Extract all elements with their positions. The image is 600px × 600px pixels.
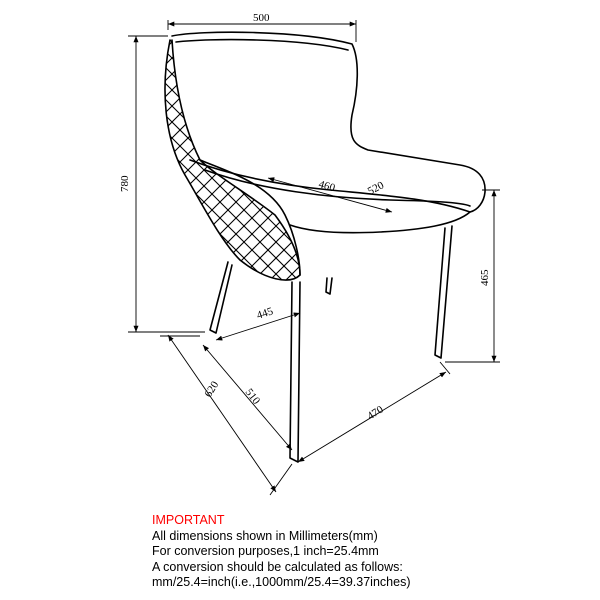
quilt-stitch xyxy=(282,40,542,300)
dim-leg-span-inner-label: 445 xyxy=(255,305,275,322)
quilt-stitch xyxy=(0,40,142,300)
quilt-stitch xyxy=(394,40,600,300)
quilt-stitch xyxy=(266,40,526,300)
quilt-stitch xyxy=(538,40,600,300)
quilt-stitch xyxy=(170,40,430,300)
quilt-stitch xyxy=(298,40,558,300)
leg-back-right xyxy=(435,226,452,358)
dim-leg-span-front-label: 470 xyxy=(365,403,386,423)
quilt-stitch xyxy=(26,40,286,300)
quilt-stitch xyxy=(0,40,254,300)
dim-height-label: 780 xyxy=(119,175,131,192)
quilt-stitch xyxy=(0,40,110,300)
quilt-stitch xyxy=(154,40,414,300)
note-line-1: All dimensions shown in Millimeters(mm) xyxy=(152,528,378,543)
quilt-stitch xyxy=(0,40,238,300)
quilt-stitch xyxy=(522,40,600,300)
quilt-stitch xyxy=(378,40,600,300)
quilt-stitch xyxy=(138,40,398,300)
dim-width-label: 500 xyxy=(253,12,270,24)
quilt-stitch xyxy=(0,40,174,300)
leg-front-left xyxy=(210,262,232,333)
quilt-stitch xyxy=(298,40,558,300)
dim-seat-height-label: 465 xyxy=(479,269,491,286)
dim-seat-diagonal-label: 520 xyxy=(365,179,386,198)
quilt-stitch xyxy=(426,40,600,300)
dimension-lines xyxy=(128,20,500,495)
note-line-4: mm/25.4=inch(i.e.,1000mm/25.4=39.37inches) xyxy=(152,575,411,590)
leg-front-right xyxy=(290,282,300,462)
quilt-stitch xyxy=(506,40,600,300)
quilt-stitch xyxy=(0,40,126,300)
quilt-stitch xyxy=(506,40,600,300)
quilt-stitch xyxy=(106,40,366,300)
dim-overall-depth-label: 620 xyxy=(202,379,222,400)
quilt-stitch xyxy=(426,40,600,300)
quilt-stitch xyxy=(266,40,526,300)
quilt-stitch xyxy=(122,40,382,300)
quilt-stitch xyxy=(490,40,600,300)
quilt-stitch xyxy=(0,40,110,300)
quilt-stitch xyxy=(234,40,494,300)
backrest-inner-edge xyxy=(176,40,348,50)
quilt-stitch xyxy=(0,40,142,300)
quilt-stitch xyxy=(0,40,254,300)
quilt-stitch xyxy=(250,40,510,300)
quilt-stitch xyxy=(458,40,600,300)
quilt-stitch xyxy=(0,40,206,300)
quilt-stitch xyxy=(410,40,600,300)
quilt-stitch xyxy=(330,40,590,300)
quilt-stitch xyxy=(106,40,366,300)
quilt-stitch xyxy=(378,40,600,300)
dim-depth-side-label: 510 xyxy=(242,386,263,407)
quilt-stitch xyxy=(362,40,600,300)
leg-back-inner xyxy=(326,278,332,294)
quilt-stitch xyxy=(474,40,600,300)
quilt-stitch xyxy=(442,40,600,300)
quilt-stitch xyxy=(0,40,190,300)
quilt-stitch xyxy=(122,40,382,300)
quilt-stitch xyxy=(42,40,302,300)
quilt-pattern xyxy=(0,40,600,300)
quilt-stitch xyxy=(154,40,414,300)
dim-seat-depth-label: 460 xyxy=(317,178,337,195)
quilt-stitch xyxy=(330,40,590,300)
quilt-stitch xyxy=(0,40,126,300)
quilt-stitch xyxy=(0,40,158,300)
quilt-stitch xyxy=(0,40,206,300)
quilt-stitch xyxy=(10,40,270,300)
quilt-stitch xyxy=(282,40,542,300)
note-title: IMPORTANT xyxy=(152,513,225,527)
quilt-stitch xyxy=(0,40,238,300)
quilt-stitch xyxy=(490,40,600,300)
quilt-stitch xyxy=(0,40,174,300)
quilt-stitch xyxy=(362,40,600,300)
quilt-stitch xyxy=(458,40,600,300)
quilt-stitch xyxy=(522,40,600,300)
quilt-stitch xyxy=(394,40,600,300)
quilt-stitch xyxy=(442,40,600,300)
quilt-stitch xyxy=(218,40,478,300)
important-note xyxy=(152,513,592,591)
quilt-stitch xyxy=(346,40,600,300)
quilt-stitch xyxy=(474,40,600,300)
quilt-stitch xyxy=(10,40,270,300)
quilt-stitch xyxy=(314,40,574,300)
side-panel xyxy=(165,40,300,280)
quilt-stitch xyxy=(410,40,600,300)
quilt-stitch xyxy=(538,40,600,300)
seat-cushion xyxy=(205,170,470,206)
quilt-stitch xyxy=(138,40,398,300)
quilt-stitch xyxy=(0,40,158,300)
note-line-3: A conversion should be calculated as follows: xyxy=(152,559,403,574)
quilt-stitch xyxy=(314,40,574,300)
quilt-stitch xyxy=(346,40,600,300)
note-line-2: For conversion purposes,1 inch=25.4mm xyxy=(152,544,379,559)
quilt-stitch xyxy=(0,40,190,300)
quilt-stitch xyxy=(170,40,430,300)
